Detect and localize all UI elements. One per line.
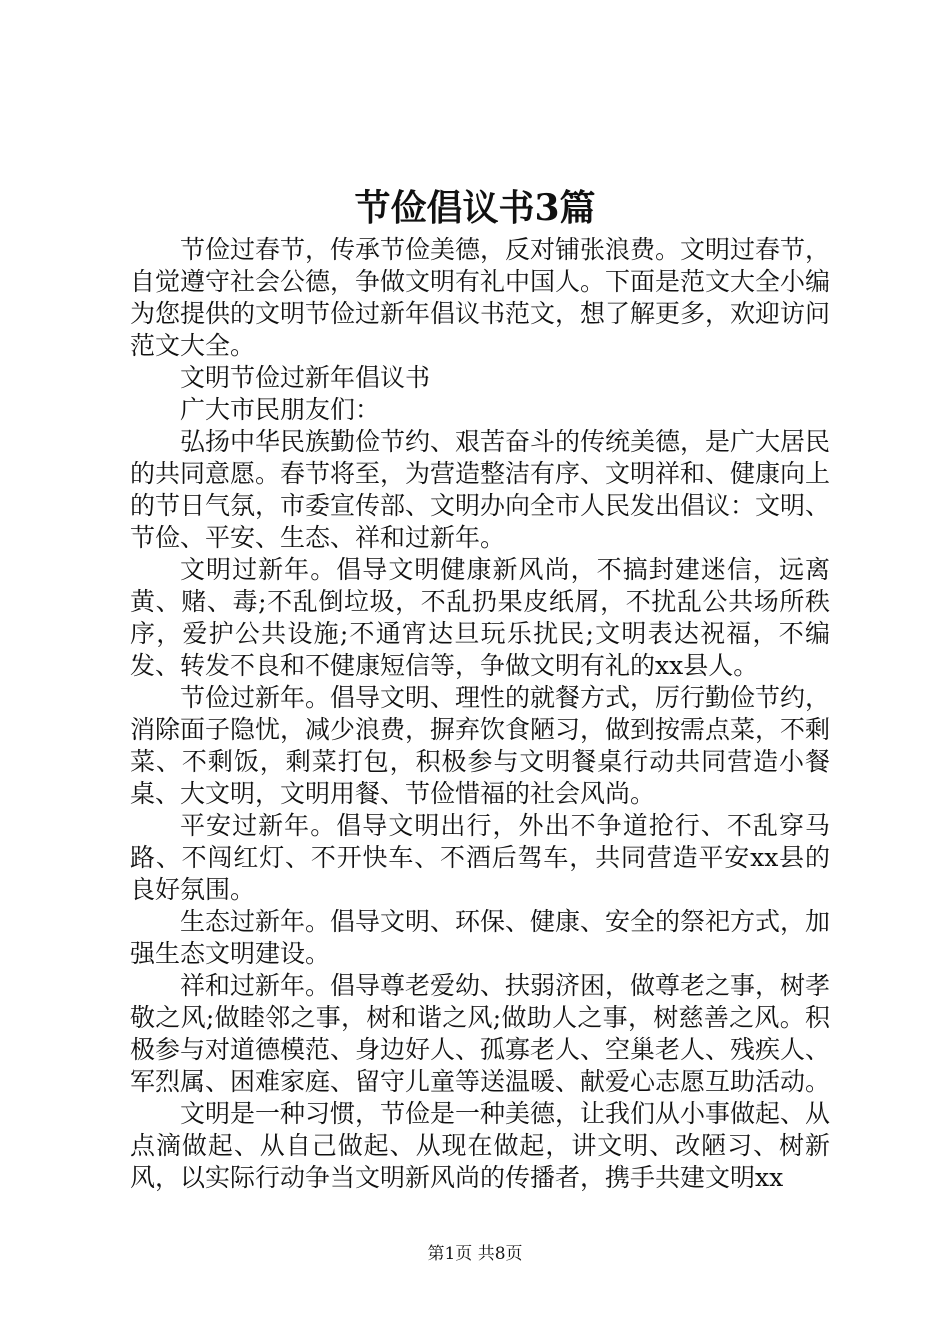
paragraph-civilized: 文明过新年。倡导文明健康新风尚，不搞封建迷信，远离黄、赌、毒;不乱倒垃圾，不乱扔果皮纸屑，不扰乱公共场所秩序，爱护公共设施;不通宵达旦玩乐扰民;文明表达祝福，不编发、转发不良和不健康短信等，争做文明有礼的xx县人。	[130, 555, 830, 680]
document-body	[130, 234, 830, 1194]
paragraph-subtitle: 文明节俭过新年倡议书	[180, 363, 431, 392]
document-title: 节俭倡议书3篇	[354, 187, 596, 229]
paragraph-ecological: 生态过新年。倡导文明、环保、健康、安全的祭祀方式，加强生态文明建设。	[130, 907, 831, 968]
paragraph-salutation: 广大市民朋友们：	[180, 395, 381, 424]
paragraph-safe: 平安过新年。倡导文明出行，外出不争道抢行、不乱穿马路、不闯红灯、不开快车、不酒后驾车，共同营造平安xx县的良好氛围。	[130, 811, 830, 904]
paragraph-closing: 文明是一种习惯，节俭是一种美德，让我们从小事做起、从点滴做起、从自己做起、从现在做起，讲文明、改陋习、树新风，以实际行动争当文明新风尚的传播者，携手共建文明xx	[130, 1099, 831, 1192]
paragraph-intro: 节俭过春节，传承节俭美德，反对铺张浪费。文明过春节，自觉遵守社会公德，争做文明有礼中国人。下面是范文大全小编为您提供的文明节俭过新年倡议书范文，想了解更多，欢迎访问范文大全。	[130, 235, 831, 360]
page-number-footer: 第1页 共8页	[427, 1244, 523, 1264]
paragraph-opening: 弘扬中华民族勤俭节约、艰苦奋斗的传统美德，是广大居民的共同意愿。春节将至，为营造整洁有序、文明祥和、健康向上的节日气氛，市委宣传部、文明办向全市人民发出倡议：文明、节俭、平安、生态、祥和过新年。	[130, 427, 831, 552]
paragraph-harmonious: 祥和过新年。倡导尊老爱幼、扶弱济困，做尊老之事，树孝敬之风;做睦邻之事，树和谐之风;做助人之事，树慈善之风。积极参与对道德模范、身边好人、孤寡老人、空巢老人、残疾人、军烈属、困难家庭、留守儿童等送温暖、献爱心志愿互助活动。	[130, 971, 831, 1096]
paragraph-frugal: 节俭过新年。倡导文明、理性的就餐方式，厉行勤俭节约，消除面子隐忧，减少浪费，摒弃饮食陋习，做到按需点菜，不剩菜、不剩饭，剩菜打包，积极参与文明餐桌行动共同营造小餐桌、大文明，文明用餐、节俭惜福的社会风尚。	[130, 683, 831, 808]
